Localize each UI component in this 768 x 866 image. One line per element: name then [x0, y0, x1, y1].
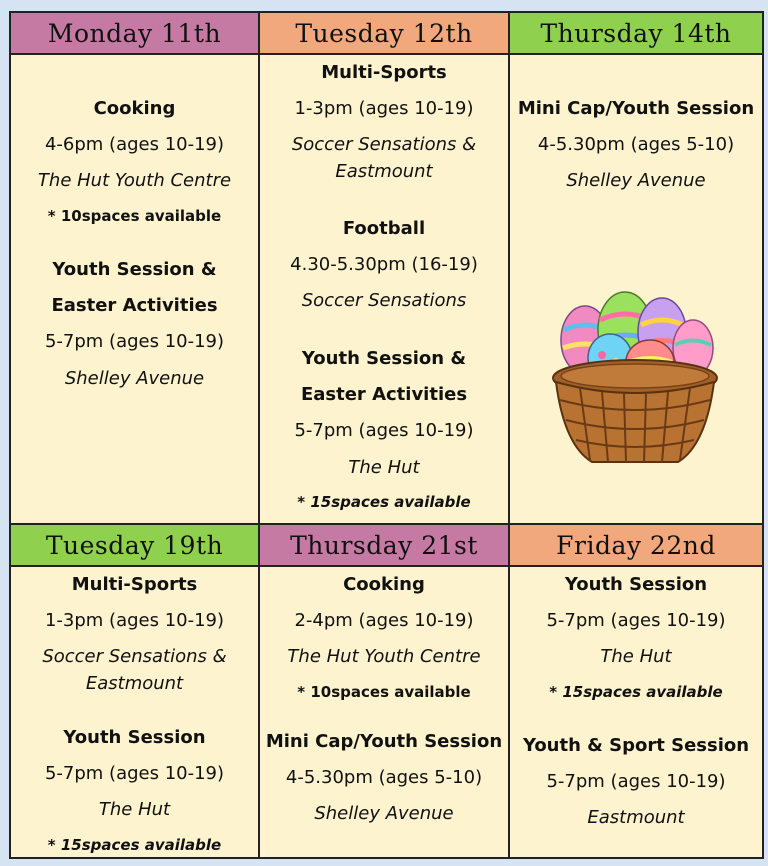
event-location: Eastmount — [587, 807, 685, 828]
cell-friday-22nd — [510, 567, 762, 857]
cell-tuesday-12th — [260, 55, 510, 525]
event-location: The Hut — [600, 646, 672, 667]
event-location: Eastmount — [85, 673, 184, 694]
event-title: Cooking — [343, 574, 425, 595]
event-time: 4-5.30pm (ages 5-10) — [537, 134, 735, 155]
event-title: Mini Cap/Youth Session — [265, 731, 503, 752]
event-location: Eastmount — [335, 161, 433, 182]
header-friday-22nd: Friday 22nd — [510, 525, 762, 567]
event-location: The Hut Youth Centre — [37, 170, 232, 191]
schedule-table — [9, 11, 764, 859]
event-location: Soccer Sensations & — [291, 134, 477, 155]
event-title: Cooking — [93, 98, 176, 119]
event-time: 4-5.30pm (ages 5-10) — [285, 767, 483, 788]
spaces-available: * 15spaces available — [297, 493, 471, 511]
event-location: The Hut Youth Centre — [287, 646, 481, 667]
header-tuesday-19th: Tuesday 19th — [11, 525, 260, 567]
event-time: 4-6pm (ages 10-19) — [44, 134, 225, 155]
event-time: 5-7pm (ages 10-19) — [546, 610, 726, 631]
event-title: Youth Session & — [301, 348, 467, 369]
cell-monday-11th — [11, 55, 260, 525]
event-time: 5-7pm (ages 10-19) — [546, 771, 726, 792]
event-time: 5-7pm (ages 10-19) — [294, 420, 474, 441]
spaces-available: * 10spaces available — [47, 207, 222, 225]
cell-thursday-21st — [260, 567, 510, 857]
easter-egg-basket-icon — [550, 270, 720, 470]
event-title: Youth & Sport Session — [522, 735, 750, 756]
event-time: 4.30-5.30pm (16-19) — [290, 254, 478, 275]
event-location: Shelley Avenue — [314, 803, 454, 824]
header-thursday-14th: Thursday 14th — [510, 13, 762, 55]
spaces-available: * 15spaces available — [47, 836, 222, 854]
cell-tuesday-19th — [11, 567, 260, 857]
event-location: The Hut — [348, 457, 420, 478]
event-title: Mini Cap/Youth Session — [517, 98, 755, 119]
event-title: Youth Session — [63, 727, 206, 748]
spaces-available: * 10spaces available — [297, 683, 471, 701]
event-location: Shelley Avenue — [566, 170, 706, 191]
event-location: Soccer Sensations & — [42, 646, 227, 667]
event-time: 2-4pm (ages 10-19) — [294, 610, 474, 631]
event-location: The Hut — [98, 799, 171, 820]
event-title: Youth Session — [564, 574, 708, 595]
event-time: 1-3pm (ages 10-19) — [44, 610, 225, 631]
event-location: Shelley Avenue — [64, 368, 205, 389]
cell-thursday-14th — [510, 55, 762, 525]
event-title: Football — [342, 218, 426, 239]
event-title: Easter Activities — [300, 384, 468, 405]
event-time: 5-7pm (ages 10-19) — [44, 331, 225, 352]
header-monday-11th: Monday 11th — [11, 13, 260, 55]
event-title: Multi-Sports — [321, 62, 447, 83]
event-time: 5-7pm (ages 10-19) — [44, 763, 225, 784]
event-time: 1-3pm (ages 10-19) — [294, 98, 474, 119]
spaces-available: * 15spaces available — [549, 683, 723, 701]
event-location: Soccer Sensations — [301, 290, 467, 311]
event-title: Easter Activities — [51, 295, 218, 316]
event-title: Youth Session & — [52, 259, 217, 280]
header-thursday-21st: Thursday 21st — [260, 525, 510, 567]
header-tuesday-12th: Tuesday 12th — [260, 13, 510, 55]
event-title: Multi-Sports — [71, 574, 198, 595]
